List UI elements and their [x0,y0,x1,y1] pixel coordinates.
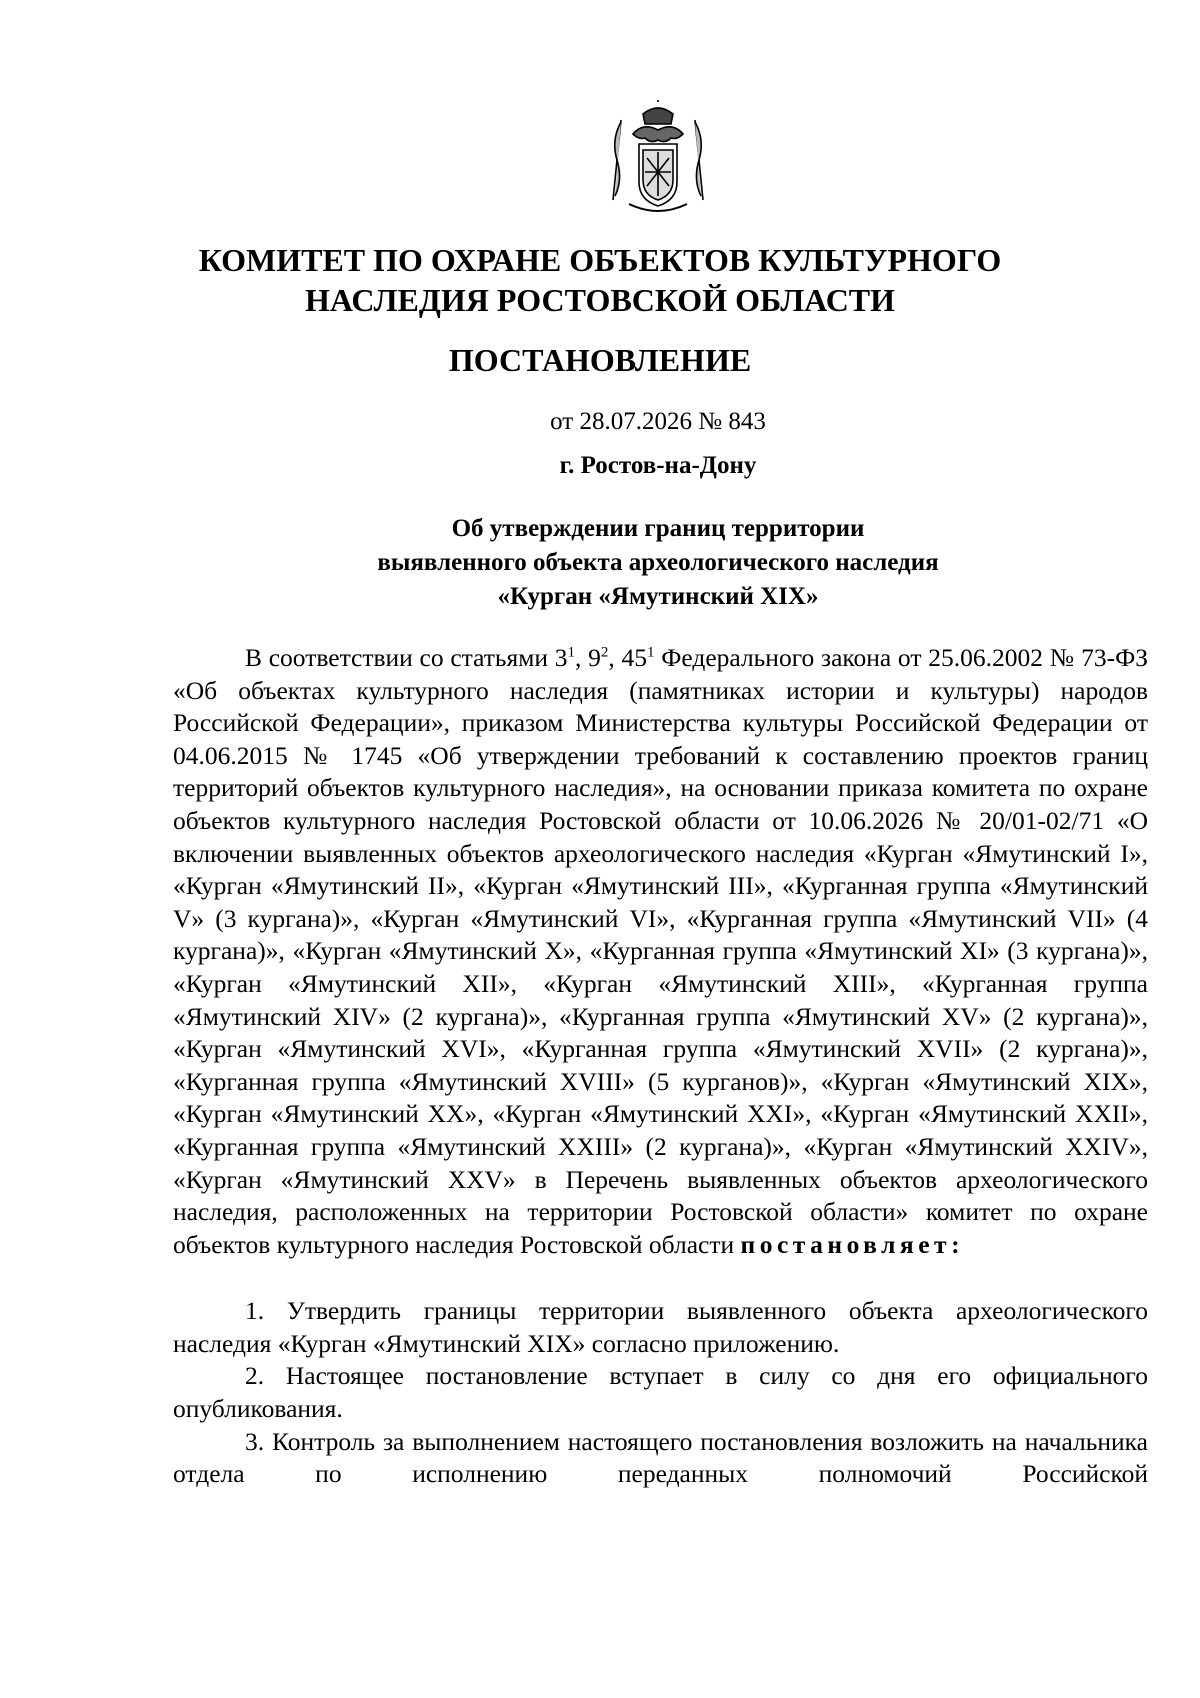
preamble-text-2: , 9 [575,643,601,672]
preamble-text-4: Федерального закона от 25.06.2002 № 73-ФЗ «Об объектах культурного наследия (памятниках истории и культуры) народов Российской Федерации», приказом Министерства культуры Российской Федерации от 04.06.2015 № 1745 «Об утверждении требований к составлению проектов границ территорий объектов культурного наследия», на основании приказа комитета по охране объектов культурного наследия Ростовской области от 10.06.2026 № 20/01-02/71 «О включении выявленных объектов археологического наследия «Курган «Ямутинский I», «Курган «Ямутинский II», «Курган «Ямутинский III», «Курганная группа «Ямутинский V» (3 кургана)», «Курган «Ямутинский VI», «Курганная группа «Ямутинский VII» (4 кургана)», «Курган «Ямутинский X», «Курганная группа «Ямутинский XI» (3 кургана)», «Курган «Ямутинский XII», «Курган «Ямутинский XIII», «Курганная группа «Ямутинский XIV» (2 кургана)», «Курганная группа «Ямутинский XV» (2 кургана)», «Курган «Ямутинский XVI», «Курганная группа «Ямутинский XVII» (2 кургана)», «Курганная группа «Ямутинский XVIII» (5 курганов)», «Курган «Ямутинский XIX», «Курган «Ямутинский XX», «Курган «Ямутинский XXI», «Курган «Ямутинский XXII», «Курганная группа «Ямутинский XXIII» (2 кургана)», «Курган «Ямутинский XXIV», «Курган «Ямутинский XXV» в Перечень выявленных объектов археологического наследия, расположенных на территории Ростовской области» комитет по охране объектов культурного наследия Ростовской области [173,643,1149,1259]
preamble-text-1: В соответствии со статьями 3 [245,643,568,672]
article-superscript-2: 2 [600,644,609,661]
document-date-number: от 28.07.2026 № 843 [550,408,766,435]
subject-line-2: выявленного объекта археологического наследия [377,549,939,576]
coat-of-arms-emblem [603,100,713,220]
subject-line-1: Об утверждении границ территории [451,515,865,542]
article-superscript-1: 1 [567,644,576,661]
document-city: г. Ростов-на-Дону [559,452,757,479]
document-type-title: ПОСТАНОВЛЕНИЕ [448,342,752,378]
organization-name-line-1: КОМИТЕТ ПО ОХРАНЕ ОБЪЕКТОВ КУЛЬТУРНОГО [198,242,1002,278]
organization-name-line-2: НАСЛЕДИЯ РОСТОВСКОЙ ОБЛАСТИ [304,282,896,318]
article-superscript-3: 1 [647,644,655,661]
subject-line-3: «Курган «Ямутинский XIX» [497,583,819,610]
paragraph-gap [173,1261,1148,1295]
decree-word: постановляет: [740,1229,965,1259]
list-item: 2. Настоящее постановление вступает в силу со дня его официального опубликования. [173,1361,1148,1424]
document-subject [0,512,1200,614]
preamble-text-3: , 45 [608,643,648,672]
preamble-paragraph [173,642,1148,1261]
organization-name [0,240,1200,320]
list-item: 1. Утвердить границы территории выявленного объекта археологического наследия «Курган «Ямутинский XIX» согласно приложению. [173,1296,1148,1358]
list-item: 3. Контроль за выполнением настоящего постановления возложить на начальника отдела по исполнению переданных полномочий Российской [173,1426,1148,1489]
document-body [173,642,1148,1491]
